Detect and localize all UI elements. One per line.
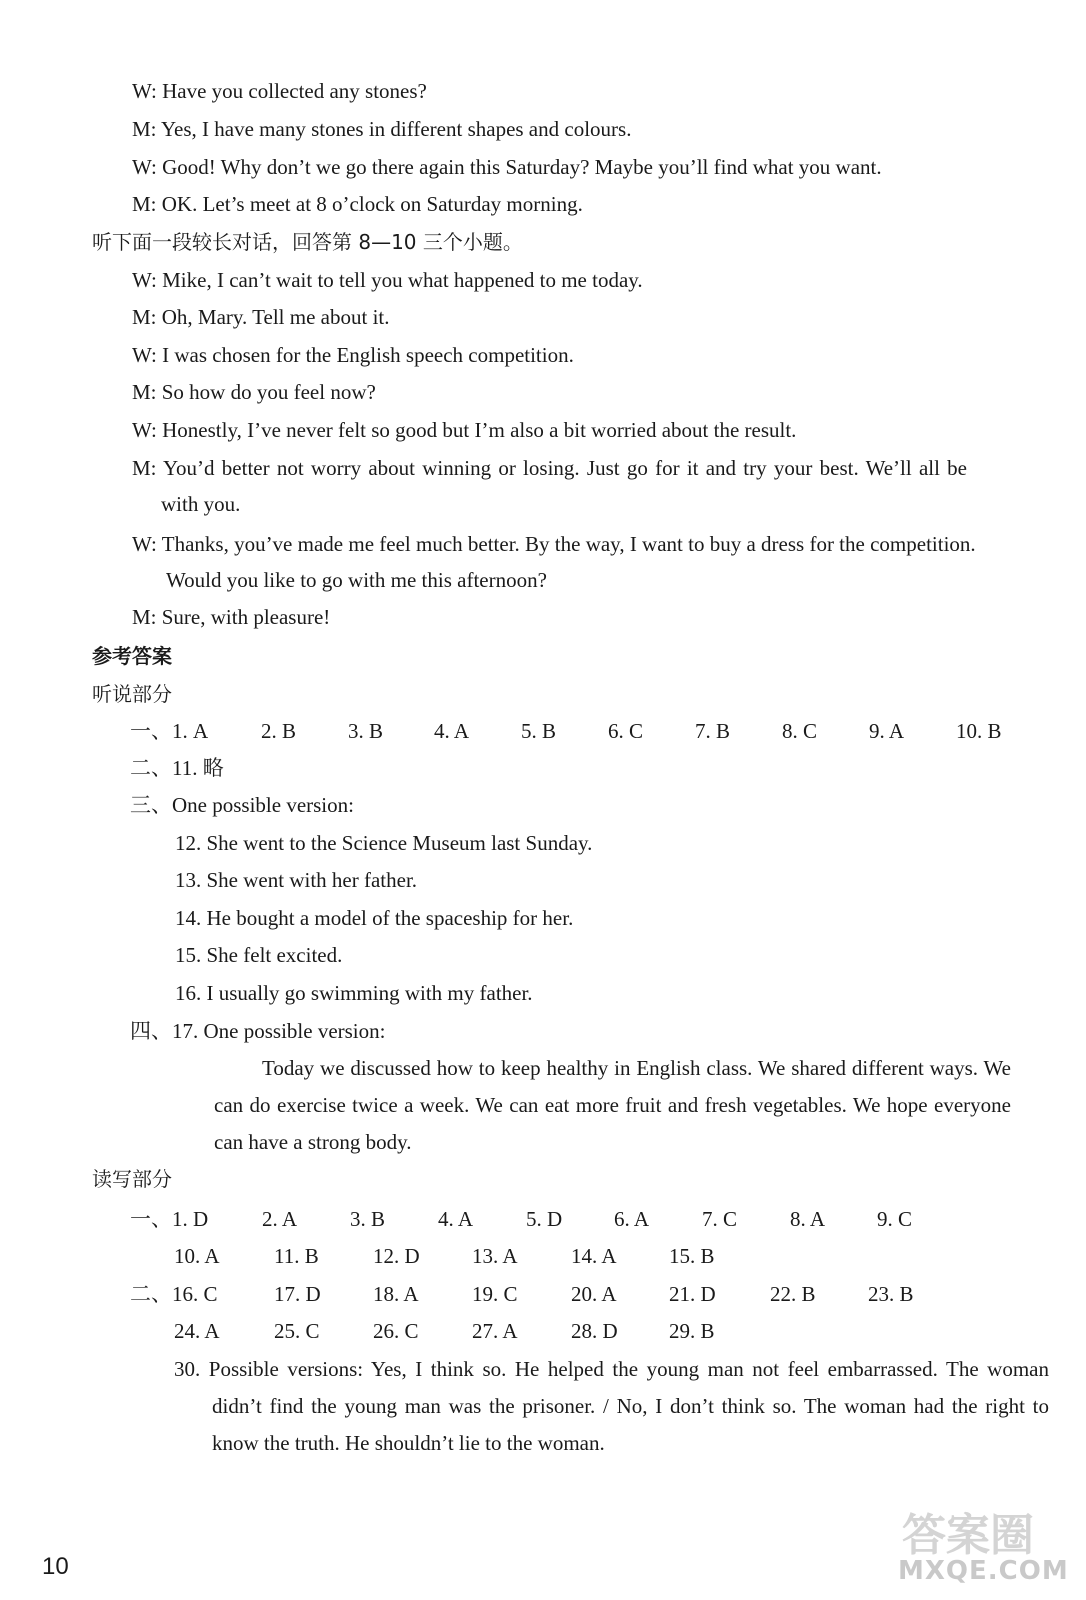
dialog-line: M: You’d better not worry about winning or losing. Just go for it and try your best. We’ll all be — [132, 456, 968, 480]
answer-cell: 9. C — [877, 1207, 913, 1231]
dialog-line: M: Sure, with pleasure! — [132, 605, 331, 629]
dialog-line: W: Thanks, you’ve made me feel much better. By the way, I want to buy a dress for the competition. — [132, 532, 976, 556]
answer-cell: 3. B — [348, 719, 384, 743]
listening-part3-intro: 三、One possible version: — [130, 793, 354, 817]
answer-cell: 一、1. D — [130, 1207, 209, 1231]
answer-cell: 4. A — [434, 719, 470, 743]
answer-cell: 21. D — [669, 1282, 716, 1306]
answer-cell: 8. A — [790, 1207, 826, 1231]
reading-heading: 读写部分 — [92, 1167, 172, 1191]
dialog-line: W: Honestly, I’ve never felt so good but I’m also a bit worried about the result. — [132, 418, 797, 442]
answer-cell: 8. C — [782, 719, 818, 743]
answer-cell: 22. B — [770, 1282, 816, 1306]
answer-cell: 2. B — [261, 719, 297, 743]
answer-item: 13. She went with her father. — [175, 868, 418, 892]
answer-cell: 18. A — [373, 1282, 419, 1306]
answer-cell: 29. B — [669, 1319, 715, 1343]
answer-cell: 10. B — [956, 719, 1002, 743]
answer-cell: 11. B — [274, 1244, 319, 1268]
answer-cell: 6. A — [614, 1207, 650, 1231]
answer-cell: 13. A — [472, 1244, 518, 1268]
answer-cell: 5. B — [521, 719, 557, 743]
dialog-line: W: Have you collected any stones? — [132, 79, 427, 103]
watermark-chars: 答案圈 — [902, 1510, 1034, 1561]
answer-item: 15. She felt excited. — [175, 943, 343, 967]
answers-heading: 参考答案 — [92, 644, 172, 668]
answer-item: 14. He bought a model of the spaceship for her. — [175, 906, 574, 930]
answer-cell: 2. A — [262, 1207, 298, 1231]
answer-cell: 二、16. C — [130, 1282, 218, 1306]
answer-item: 16. I usually go swimming with my father. — [175, 981, 533, 1005]
dialog-line: W: Good! Why don’t we go there again this Saturday? Maybe you’ll find what you want. — [132, 155, 882, 179]
answer-cell: 25. C — [274, 1319, 320, 1343]
dialog-line: M: Yes, I have many stones in different shapes and colours. — [132, 117, 632, 141]
watermark-url: MXQE.COM — [898, 1556, 1069, 1586]
answer-cell: 4. A — [438, 1207, 474, 1231]
answer-cell: 26. C — [373, 1319, 419, 1343]
answer-cell: 3. B — [350, 1207, 386, 1231]
answer-cell: 12. D — [373, 1244, 420, 1268]
dialog-line: M: So how do you feel now? — [132, 380, 376, 404]
listening-heading: 听说部分 — [92, 682, 172, 706]
dialog-line: W: I was chosen for the English speech competition. — [132, 343, 574, 367]
answer-cell: 24. A — [174, 1319, 220, 1343]
dialog-line: M: Oh, Mary. Tell me about it. — [132, 305, 390, 329]
sample-paragraph: Today we discussed how to keep healthy in English class. We shared different ways. We can do exercise twice a week. We can eat more fruit and fresh vegetables. We hope everyone can have a strong body. — [214, 1056, 1011, 1154]
answer-item: 12. She went to the Science Museum last Sunday. — [175, 831, 593, 855]
answer-cell: 5. D — [526, 1207, 563, 1231]
answer-cell: 一、1. A — [130, 719, 209, 743]
answer-cell: 7. B — [695, 719, 731, 743]
dialog-line-continued: Would you like to go with me this afternoon? — [166, 568, 547, 592]
answer-cell: 19. C — [472, 1282, 518, 1306]
answer-cell: 27. A — [472, 1319, 518, 1343]
answer-cell: 15. B — [669, 1244, 715, 1268]
answer-cell: 7. C — [702, 1207, 738, 1231]
answer-cell: 14. A — [571, 1244, 617, 1268]
answer-cell: 20. A — [571, 1282, 617, 1306]
answer-cell: 28. D — [571, 1319, 618, 1343]
answer-cell: 10. A — [174, 1244, 220, 1268]
page-number: 10 — [42, 1553, 69, 1580]
dialog-line-continued: with you. — [161, 492, 241, 516]
dialog-line: M: OK. Let’s meet at 8 o’clock on Saturday morning. — [132, 192, 583, 216]
listening-part2: 二、11. 略 — [130, 756, 224, 780]
listening-part4-intro: 四、17. One possible version: — [130, 1019, 386, 1043]
dialog-line: W: Mike, I can’t wait to tell you what happened to me today. — [132, 268, 643, 292]
answer-cell: 23. B — [868, 1282, 914, 1306]
answer-30-paragraph: 30. Possible versions: Yes, I think so. He helped the young man not feel embarrassed. The woman didn’t find the young man was the prisoner. / No, I don’t think so. The woman had the right to know the truth. He shouldn’t lie to the woman. — [174, 1357, 1049, 1455]
answer-cell: 17. D — [274, 1282, 321, 1306]
answer-cell: 9. A — [869, 719, 905, 743]
answer-cell: 6. C — [608, 719, 644, 743]
section-instruction: 听下面一段较长对话，回答第 8—10 三个小题。 — [92, 230, 523, 254]
